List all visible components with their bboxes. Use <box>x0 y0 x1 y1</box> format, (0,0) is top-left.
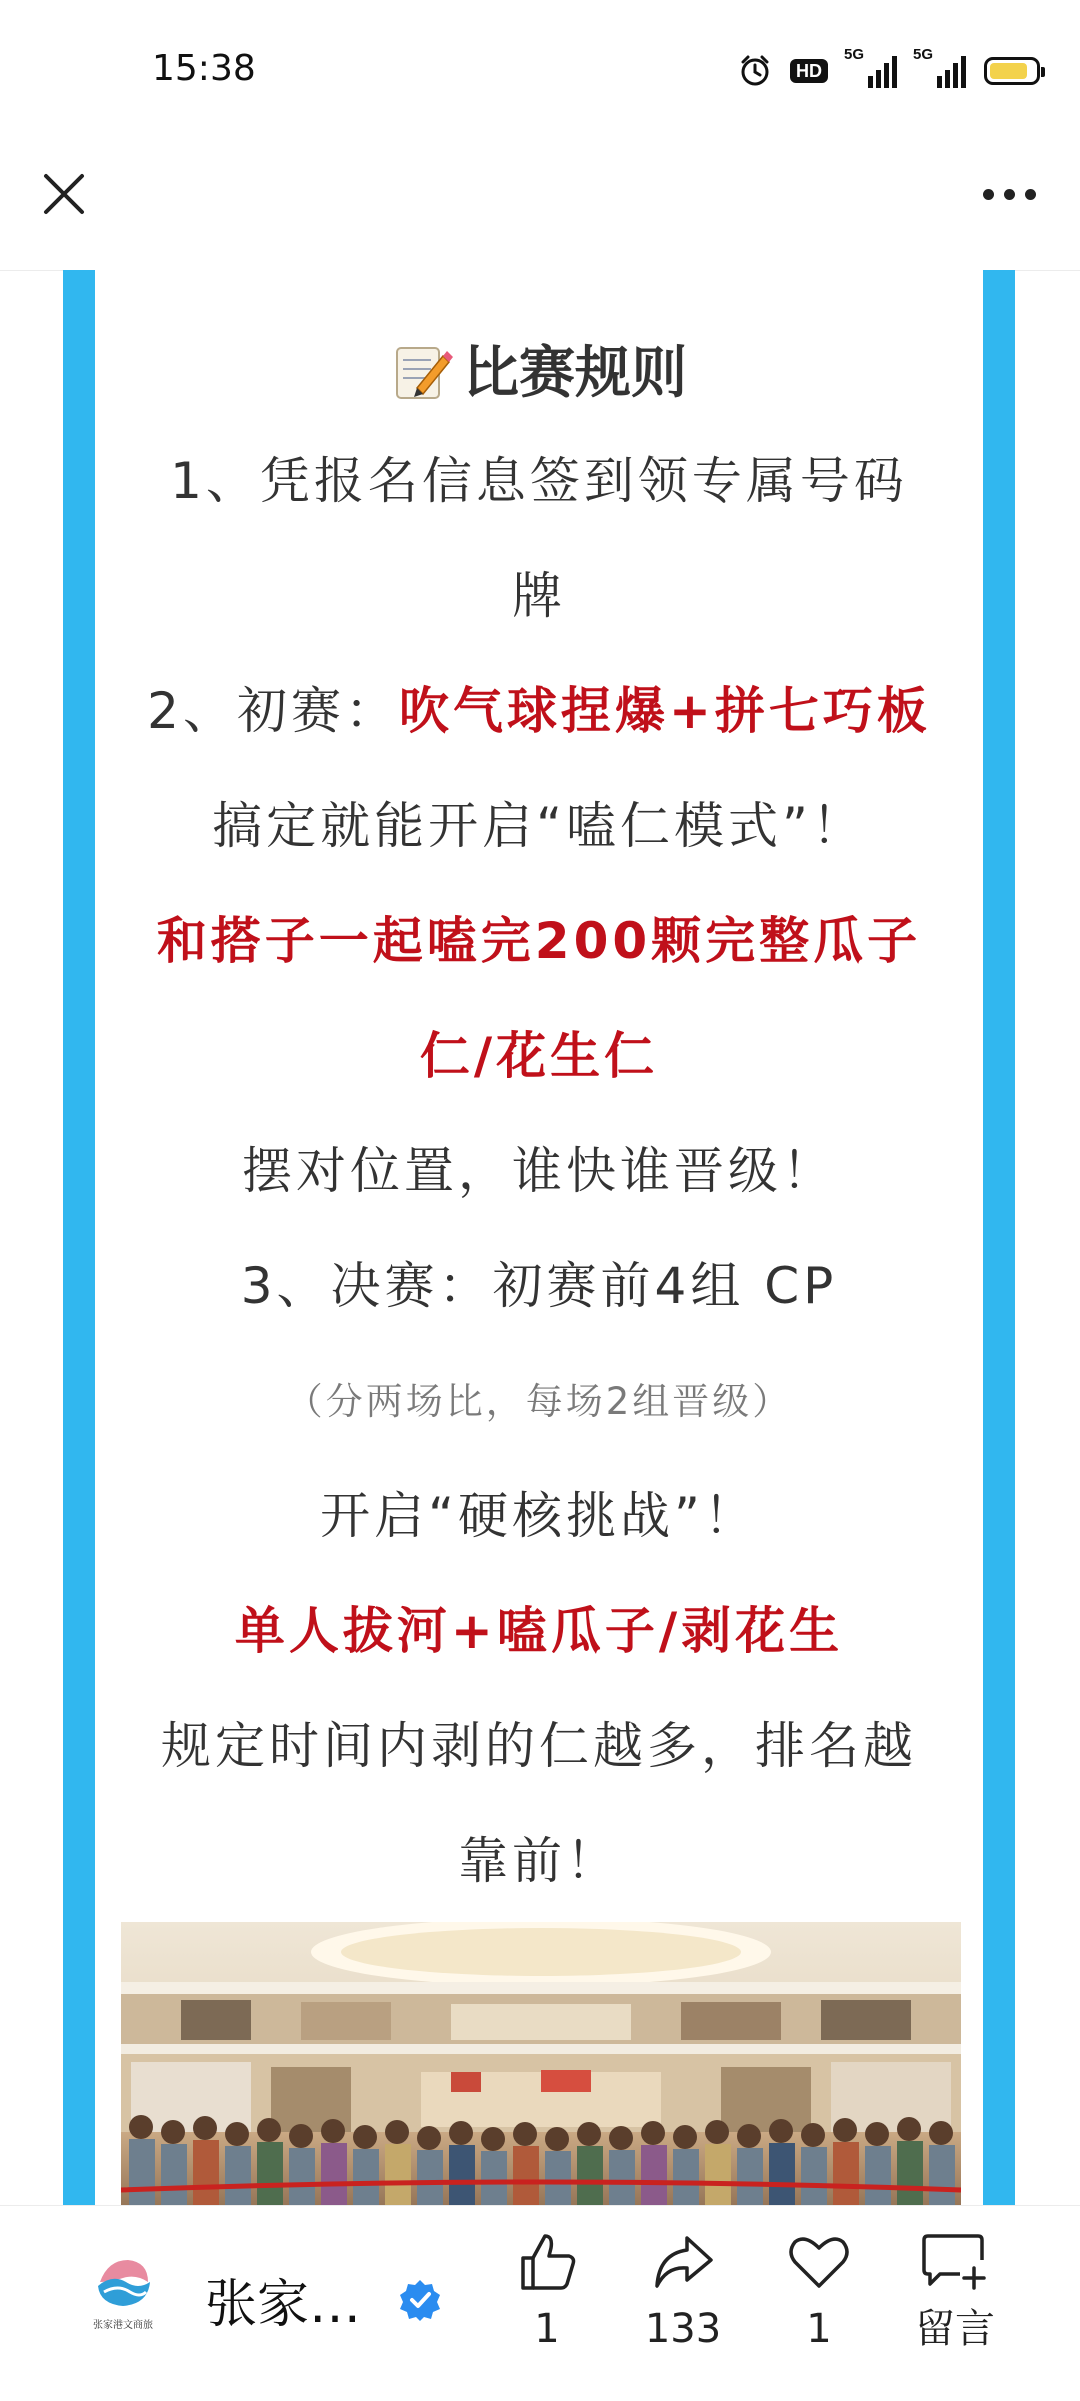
rule-line-2-highlight: 吹气球捏爆+拼七巧板 <box>398 682 931 740</box>
memo-icon <box>391 340 453 402</box>
share-arrow-icon <box>651 2230 715 2294</box>
rule-line-10-cont: 靠前！ <box>458 1832 620 1890</box>
share-count: 133 <box>644 2306 722 2352</box>
author-avatar[interactable] <box>78 2248 168 2338</box>
top-bar <box>0 140 1080 271</box>
rule-line-5: 摆对位置，谁快谁晋级！ <box>242 1142 836 1200</box>
battery-icon <box>984 57 1040 85</box>
signal-5g-icon <box>844 46 897 88</box>
avatar-text: 张家港文商旅 <box>93 2320 153 2331</box>
section-heading <box>119 324 959 424</box>
heading-text: 比赛规则 <box>463 341 687 406</box>
alarm-icon <box>738 54 772 88</box>
thumbs-up-icon <box>515 2230 579 2294</box>
signal-5g-icon <box>913 46 966 88</box>
network-label-2: 5G <box>913 46 934 63</box>
battery-level <box>990 63 1027 79</box>
mall-atrium-crowd-photo[interactable] <box>121 1922 961 2205</box>
accent-border-right <box>983 270 1015 2205</box>
rule-line-8: 开启“硬核挑战”！ <box>320 1487 758 1545</box>
rule-note: （分两场比，每场2组晋级） <box>285 1380 793 1423</box>
comment-label: 留言 <box>915 2306 995 2352</box>
hd-voice-icon: HD <box>790 59 828 83</box>
author-name[interactable]: 张家… <box>205 2275 362 2335</box>
favorite-button[interactable] <box>764 2230 874 2352</box>
rule-line-10: 规定时间内剥的仁越多，排名越 <box>161 1717 917 1775</box>
rule-line-2-prefix: 2、初赛： <box>147 682 399 740</box>
status-time: 15:38 <box>152 48 256 89</box>
status-icons <box>738 46 1040 92</box>
rule-line-6: 3、决赛：初赛前4组 CP <box>240 1257 838 1315</box>
status-bar <box>0 0 1080 140</box>
rule-line-1: 1、凭报名信息签到领专属号码 <box>170 452 908 510</box>
rule-line-9-highlight: 单人拔河+嗑瓜子/剥花生 <box>234 1602 844 1660</box>
like-count: 1 <box>534 2306 560 2352</box>
share-button[interactable] <box>628 2230 738 2352</box>
rule-line-4-highlight: 和搭子一起嗑完200颗完整瓜子 <box>156 912 922 970</box>
heart-icon <box>787 2230 851 2294</box>
like-button[interactable] <box>492 2230 602 2352</box>
rules-section <box>119 270 959 1919</box>
article-content <box>63 270 1015 2205</box>
rule-line-2 <box>119 654 959 769</box>
accent-border-left <box>63 270 95 2205</box>
favorite-count: 1 <box>806 2306 832 2352</box>
verified-badge-icon <box>398 2278 442 2322</box>
network-label-1: 5G <box>844 46 865 63</box>
comment-button[interactable] <box>900 2230 1010 2352</box>
more-dots-icon[interactable] <box>974 172 1044 216</box>
rule-line-3: 搞定就能开启“嗑仁模式”！ <box>212 797 866 855</box>
comment-add-icon <box>920 2230 990 2294</box>
rule-line-4-highlight-cont: 仁/花生仁 <box>419 1027 659 1085</box>
close-icon[interactable] <box>36 166 92 222</box>
rule-line-1-cont: 牌 <box>512 567 566 625</box>
